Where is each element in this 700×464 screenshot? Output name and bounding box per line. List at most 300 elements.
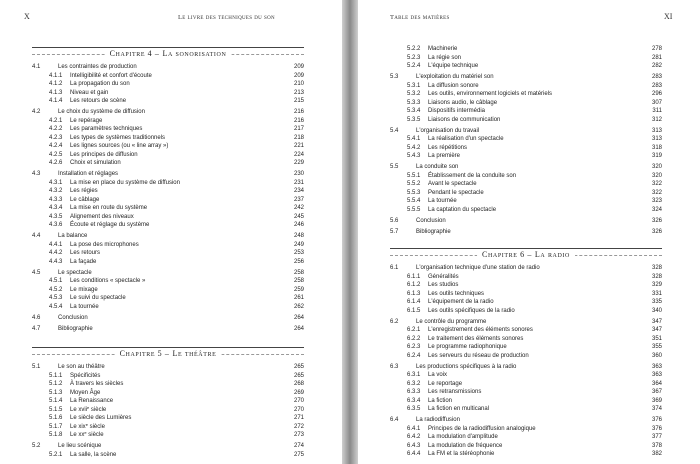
entry-page-number: 272 [293, 423, 304, 430]
chapter-heading [32, 347, 304, 360]
entry-title-text: La mise en route du système [70, 205, 148, 211]
chapter-number: Chapitre 4 – [109, 49, 160, 58]
entry-title-text: La tournée [428, 198, 457, 204]
entry-page-number: 271 [293, 415, 304, 421]
entry-page-number: 326 [651, 217, 662, 224]
entry-title [428, 144, 467, 153]
entry-title-text: Les types de systèmes traditionnels [70, 134, 166, 141]
entry-number: 6.1.5 [407, 307, 421, 314]
toc-subentry [390, 397, 662, 406]
entry-page-number: 364 [651, 380, 662, 387]
toc-subentry [32, 204, 304, 213]
entry-title [70, 414, 131, 423]
toc-subentry [390, 352, 662, 361]
toc-subentry [32, 80, 304, 89]
entry-title-text: La balance [58, 233, 88, 239]
entry-number: 5.5.5 [407, 206, 421, 213]
entry-page-number: 253 [293, 250, 304, 256]
entry-number: 4.5.4 [49, 303, 63, 310]
entry-number: 5.7 [390, 228, 399, 235]
entry-number: 6.3.2 [407, 380, 421, 387]
entry-title [416, 363, 516, 372]
toc-entry [390, 217, 662, 226]
toc-subentry [390, 62, 662, 71]
entry-title [428, 388, 481, 397]
toc-entry [390, 318, 662, 327]
entry-title-superscript: e [85, 421, 88, 427]
entry-title-text: Le reportage [428, 380, 463, 387]
toc-left [32, 47, 304, 459]
entry-title-text: Écoute et réglage du système [70, 222, 150, 228]
entry-page-number: 355 [651, 344, 662, 350]
entry-page-number: 311 [652, 108, 662, 114]
toc-subentry [32, 303, 304, 312]
toc-subentry [390, 335, 662, 344]
toc-subentry [390, 380, 662, 389]
entry-title [428, 380, 462, 389]
entry-number: 6.2.2 [407, 335, 421, 342]
entry-title-text: Le câblage [70, 196, 100, 203]
entry-number: 6.2 [390, 318, 399, 325]
entry-number: 5.3.5 [407, 116, 421, 123]
entry-title-text: Principes de la radiodiffusion analogique [428, 425, 536, 432]
entry-page-number: 323 [651, 198, 662, 204]
entry-number: 5.2.1 [49, 451, 63, 458]
entry-title [428, 116, 500, 125]
entry-title [428, 352, 529, 361]
entry-page-number: 340 [651, 307, 662, 314]
toc-subentry [390, 343, 662, 352]
entry-page-number: 328 [651, 273, 662, 280]
entry-title [70, 125, 142, 134]
entry-title [428, 99, 497, 108]
entry-title-text: Le xx [70, 432, 85, 438]
entry-title [70, 142, 168, 151]
left-folio: X [24, 12, 30, 21]
entry-number: 5.3.3 [407, 99, 421, 106]
right-page [358, 0, 700, 464]
entry-title [428, 107, 485, 116]
entry-title [70, 159, 121, 168]
entry-page-number: 218 [293, 134, 304, 141]
entry-page-number: 270 [293, 398, 304, 404]
entry-title [70, 303, 99, 312]
entry-page-number: 296 [651, 91, 662, 97]
entry-number: 4.2.3 [49, 134, 63, 141]
entry-title [428, 45, 457, 54]
entry-page-number: 265 [293, 364, 304, 370]
toc-entry [390, 363, 662, 372]
entry-title-text: Machinerie [428, 46, 458, 52]
entry-title-text: Le xvii [70, 406, 88, 413]
toc-subentry [32, 213, 304, 222]
entry-title [58, 314, 88, 323]
entry-number: 6.3.1 [407, 372, 421, 378]
entry-title [58, 63, 137, 72]
chapter-name: La sonorisation [162, 49, 227, 58]
entry-title [70, 72, 152, 81]
entry-page-number: 258 [293, 278, 304, 284]
entry-number: 5.3.1 [407, 82, 421, 89]
entry-title [70, 221, 149, 230]
entry-number: 4.5.2 [49, 286, 63, 293]
entry-title-text: La modulation de fréquence [428, 442, 503, 449]
entry-title [428, 326, 533, 335]
toc-subentry [32, 241, 304, 250]
entry-title-text: L'exploitation du matériel son [416, 74, 494, 80]
entry-number: 4.1.1 [49, 72, 63, 79]
entry-title-suffix: siècle [86, 432, 104, 438]
entry-number: 5.4.1 [407, 136, 421, 142]
entry-title [70, 397, 113, 406]
entry-number: 5.4 [390, 127, 399, 134]
toc-subentry [390, 281, 662, 290]
entry-number: 6.4.4 [407, 451, 421, 457]
toc-entry [32, 325, 304, 334]
toc-subentry [390, 298, 662, 307]
entry-title [70, 241, 139, 250]
entry-title-text: Installation et réglages [58, 171, 119, 177]
entry-page-number: 283 [651, 82, 662, 89]
entry-title-text: Le contrôle du programme [416, 318, 487, 325]
entry-page-number: 377 [651, 434, 662, 440]
entry-title-text: Le spectacle [58, 269, 92, 276]
entry-title [70, 117, 102, 126]
entry-number: 4.4.3 [49, 258, 63, 265]
entry-title-text: Conclusion [416, 217, 446, 224]
entry-title [70, 431, 104, 440]
entry-page-number: 231 [293, 179, 304, 186]
entry-number: 4.1.3 [49, 89, 63, 96]
chapter-heading [32, 47, 304, 60]
entry-title-text: Le suivi du spectacle [70, 295, 126, 301]
entry-title [428, 307, 515, 316]
entry-title-text: La fiction [428, 397, 453, 404]
entry-title-text: La captation du spectacle [428, 206, 497, 213]
entry-page-number: 335 [651, 299, 662, 305]
toc-entry [390, 416, 662, 425]
toc-subentry [32, 372, 304, 381]
entry-page-number: 319 [651, 153, 662, 159]
entry-page-number: 209 [293, 64, 304, 70]
entry-title [70, 294, 126, 303]
entry-title [70, 258, 96, 267]
entry-title-text: La voix [428, 372, 448, 378]
entry-title-text: La tournée [70, 303, 99, 310]
entry-title-text: La propagation du son [70, 81, 130, 87]
toc-subentry [32, 72, 304, 81]
entry-number: 4.6 [32, 314, 41, 321]
entry-page-number: 376 [651, 425, 662, 432]
entry-title [428, 90, 552, 99]
entry-page-number: 367 [651, 389, 662, 395]
entry-page-number: 264 [293, 314, 304, 321]
right-running-head: Table des matières [390, 14, 450, 21]
entry-title [70, 89, 108, 98]
entry-page-number: 307 [651, 99, 662, 106]
entry-title [70, 249, 100, 258]
entry-number: 5.1.3 [49, 389, 63, 396]
entry-page-number: 360 [651, 352, 662, 359]
entry-title-text: L'organisation du travail [416, 127, 480, 134]
entry-title-text: Les répétitions [428, 144, 468, 151]
entry-title [428, 290, 484, 299]
entry-title [428, 433, 498, 442]
toc-subentry [32, 187, 304, 196]
entry-title-text: Choix et simulation [70, 160, 121, 166]
entry-title [70, 372, 100, 381]
entry-page-number: 374 [651, 406, 662, 412]
entry-title-text: Les paramètres techniques [70, 126, 143, 132]
entry-title-text: L'enregistrement des éléments sonores [428, 327, 533, 333]
entry-number: 6.1 [390, 265, 399, 271]
entry-page-number: 322 [651, 189, 662, 196]
entry-title [70, 423, 105, 432]
entry-title [58, 325, 93, 334]
entry-page-number: 237 [293, 196, 304, 203]
entry-number: 4.7 [32, 325, 41, 332]
entry-number: 5.5.4 [407, 198, 421, 204]
entry-title-text: La fiction en multicanal [428, 406, 490, 412]
entry-title [428, 335, 523, 344]
entry-title-text: Pendant le spectacle [428, 189, 484, 196]
entry-title-text: Les studios [428, 282, 459, 288]
entry-number: 4.3.6 [49, 222, 63, 228]
entry-title-text: Le xix [70, 423, 86, 430]
entry-number: 4.2.2 [49, 126, 63, 132]
entry-number: 5.4.2 [407, 144, 421, 151]
entry-number: 6.4 [390, 417, 399, 423]
toc-subentry [390, 206, 662, 215]
toc-entry [32, 108, 304, 117]
entry-number: 6.4.3 [407, 442, 421, 449]
toc-subentry [390, 54, 662, 63]
entry-title-text: La FM et la stéréophonie [428, 451, 495, 457]
entry-number: 4.2.1 [49, 117, 63, 124]
entry-title-text: L'équipement de la radio [428, 299, 494, 305]
toc-subentry [390, 442, 662, 451]
entry-title-text: Le mixage [70, 286, 98, 293]
entry-number: 4.5 [32, 269, 41, 276]
toc-subentry [32, 423, 304, 432]
entry-page-number: 363 [651, 372, 662, 378]
entry-title [428, 180, 477, 189]
entry-number: 6.3 [390, 363, 399, 370]
entry-title [428, 135, 504, 144]
toc-entry [390, 163, 662, 172]
entry-page-number: 313 [651, 136, 662, 142]
toc-subentry [32, 142, 304, 151]
toc-subentry [390, 450, 662, 459]
entry-title [416, 318, 486, 327]
toc-entry [390, 228, 662, 237]
entry-title [70, 80, 130, 89]
entry-title-superscript: e [87, 404, 90, 410]
entry-title [428, 197, 457, 206]
entry-page-number: 281 [651, 54, 662, 61]
toc-subentry [32, 431, 304, 440]
toc-subentry [390, 433, 662, 442]
toc-entry [32, 314, 304, 323]
entry-title [428, 206, 496, 215]
chapter-name: Le théâtre [172, 349, 217, 358]
entry-title-text: Le lieu scénique [58, 443, 102, 449]
entry-number: 6.1.2 [407, 282, 421, 288]
entry-title [416, 217, 446, 226]
toc-subentry [32, 286, 304, 295]
entry-page-number: 363 [651, 363, 662, 370]
entry-number: 5.4.3 [407, 153, 421, 159]
entry-number: 6.4.2 [407, 434, 421, 440]
entry-title [70, 380, 123, 389]
book-gutter [342, 0, 358, 464]
toc-subentry [32, 397, 304, 406]
entry-title-text: La première [428, 153, 461, 159]
entry-title-text: Les lignes sources (ou « line array ») [70, 143, 169, 149]
entry-page-number: 217 [293, 126, 304, 132]
toc-right [390, 45, 662, 459]
entry-title-text: La radiodiffusion [416, 417, 460, 423]
entry-page-number: 245 [293, 213, 304, 220]
entry-page-number: 320 [651, 164, 662, 170]
entry-title [70, 406, 106, 415]
entry-page-number: 268 [293, 381, 304, 387]
entry-title [70, 134, 165, 143]
toc-entry [32, 442, 304, 451]
entry-title [428, 281, 458, 290]
entry-number: 6.2.3 [407, 344, 421, 350]
entry-number: 6.3.4 [407, 397, 421, 404]
entry-title [428, 82, 479, 91]
entry-number: 6.1.4 [407, 299, 421, 305]
entry-title [58, 269, 92, 278]
toc-subentry [390, 405, 662, 414]
entry-title-text: La réalisation d'un spectacle [428, 136, 504, 142]
entry-title-text: Le programme radiophonique [428, 344, 507, 350]
toc-subentry [390, 180, 662, 189]
entry-title [70, 179, 180, 188]
entry-page-number: 215 [293, 98, 304, 104]
entry-title-superscript: e [84, 430, 87, 435]
entry-page-number: 313 [651, 127, 662, 134]
entry-title-text: Le choix du système de diffusion [58, 109, 145, 115]
entry-page-number: 209 [293, 72, 304, 79]
toc-subentry [390, 152, 662, 161]
toc-subentry [390, 135, 662, 144]
entry-title-text: Les productions spécifiques à la radio [416, 363, 517, 370]
toc-subentry [390, 107, 662, 116]
entry-title-text: La façade [70, 258, 97, 265]
entry-title [428, 442, 502, 451]
entry-number: 5.2 [32, 443, 41, 449]
entry-page-number: 270 [293, 406, 304, 413]
toc-subentry [32, 125, 304, 134]
entry-title [428, 425, 536, 434]
toc-subentry [390, 290, 662, 299]
toc-entry [32, 63, 304, 72]
entry-number: 6.3.5 [407, 406, 421, 412]
entry-title-text: La conduite son [416, 164, 459, 170]
entry-page-number: 258 [293, 269, 304, 276]
entry-title-text: Les principes de diffusion [70, 151, 138, 158]
toc-subentry [32, 117, 304, 126]
toc-subentry [32, 258, 304, 267]
entry-number: 4.2 [32, 109, 41, 115]
entry-page-number: 224 [293, 151, 304, 158]
entry-page-number: 274 [293, 443, 304, 449]
toc-entry [32, 269, 304, 278]
entry-number: 6.1.3 [407, 290, 421, 297]
entry-number: 5.3.4 [407, 108, 421, 114]
entry-title-text: Bibliographie [58, 325, 93, 332]
entry-number: 4.4.2 [49, 250, 63, 256]
toc-subentry [390, 197, 662, 206]
entry-page-number: 265 [293, 372, 304, 379]
entry-page-number: 269 [293, 389, 304, 396]
toc-subentry [32, 389, 304, 398]
toc-subentry [32, 151, 304, 160]
entry-title-text: La salle, la scène [70, 451, 117, 458]
chapter-title [477, 250, 575, 259]
entry-title-text: Les outils spécifiques de la radio [428, 307, 515, 314]
entry-number: 4.1.2 [49, 81, 63, 87]
toc-subentry [32, 221, 304, 230]
entry-number: 4.3.5 [49, 213, 63, 220]
entry-number: 5.1.8 [49, 432, 63, 438]
entry-number: 4.1.4 [49, 98, 63, 104]
entry-title-text: Avant le spectacle [428, 181, 477, 187]
entry-page-number: 326 [651, 228, 662, 235]
entry-number: 5.2.3 [407, 54, 421, 61]
entry-title-text: Intelligibilité et confort d'écoute [70, 72, 152, 79]
entry-page-number: 230 [293, 171, 304, 177]
right-folio: XI [664, 12, 673, 21]
toc-subentry [390, 144, 662, 153]
toc-subentry [390, 99, 662, 108]
entry-page-number: 248 [293, 233, 304, 239]
toc-subentry [32, 196, 304, 205]
entry-title [428, 152, 460, 161]
entry-title [428, 343, 507, 352]
entry-title-text: À travers les siècles [70, 381, 124, 387]
toc-subentry [390, 116, 662, 125]
chapter-number: Chapitre 6 – [482, 250, 532, 259]
entry-title-text: Les retransmissions [428, 389, 482, 395]
entry-title [416, 163, 458, 172]
entry-page-number: 351 [651, 335, 662, 342]
entry-page-number: 278 [651, 46, 662, 52]
entry-title-text: Spécificités [70, 372, 101, 379]
entry-page-number: 229 [293, 160, 304, 166]
entry-title [70, 277, 145, 286]
entry-page-number: 376 [651, 417, 662, 423]
entry-title [428, 62, 478, 71]
entry-title-text: La mise en place du système de diffusion [70, 179, 180, 186]
entry-page-number: 324 [651, 206, 662, 213]
entry-title [70, 286, 98, 295]
entry-title [416, 416, 460, 425]
entry-title [58, 108, 145, 117]
entry-title [428, 273, 459, 282]
entry-title-text: Les outils, environnement logiciels et matériels [428, 91, 553, 97]
toc-subentry [390, 82, 662, 91]
toc-subentry [390, 307, 662, 316]
entry-title [58, 442, 101, 451]
entry-number: 4.3 [32, 171, 41, 177]
entry-page-number: 262 [293, 303, 304, 310]
entry-title-text: La modulation d'amplitude [428, 434, 498, 440]
entry-number: 5.1.1 [49, 372, 63, 379]
